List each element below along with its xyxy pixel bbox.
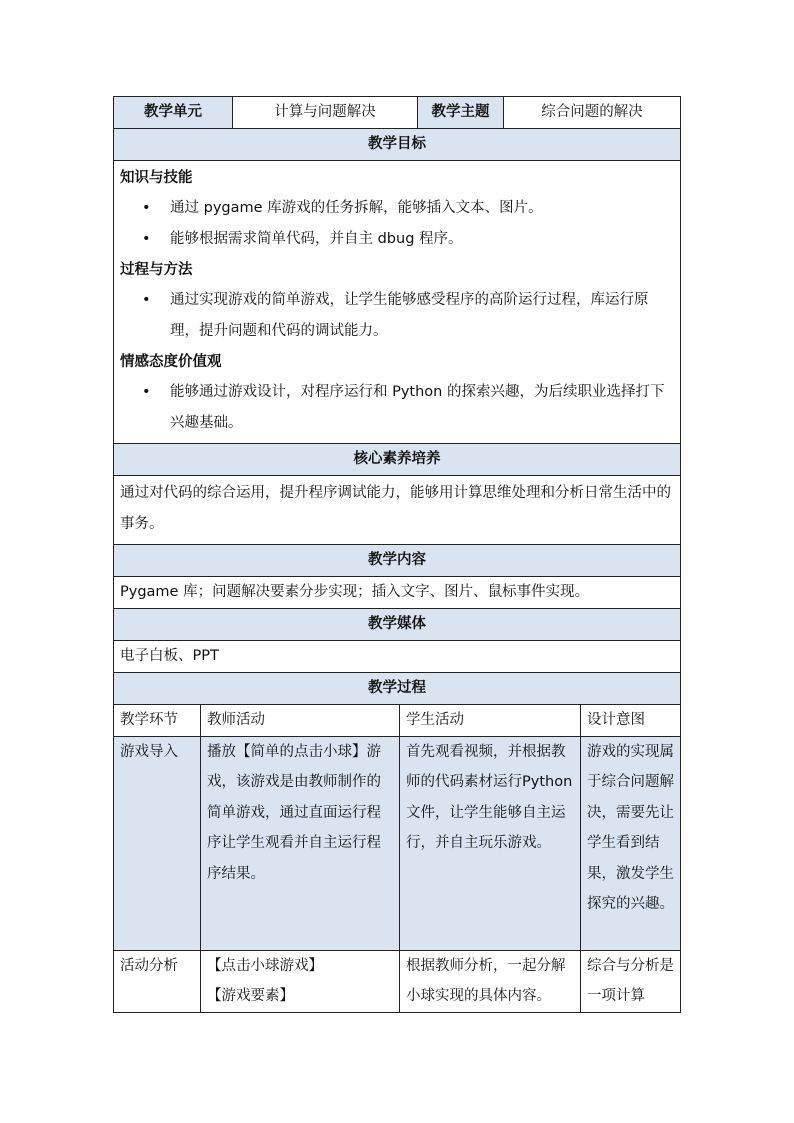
literacy-title-row <box>114 444 681 476</box>
media-body-row <box>114 641 681 673</box>
attitude-list <box>120 377 674 439</box>
topic-label: 教学主题 <box>418 97 504 129</box>
lesson-plan-table <box>113 96 681 1013</box>
list-item: • 通过实现游戏的简单游戏，让学生能够感受程序的高阶运行过程，库运行原理，提升问题和代码的调试能力。 <box>120 285 674 347</box>
objectives-title: 教学目标 <box>114 129 681 161</box>
header-row <box>114 97 681 129</box>
process-heading: 过程与方法 <box>120 262 193 278</box>
media-text: 电子白板、PPT <box>114 641 681 673</box>
process-title: 教学过程 <box>114 673 681 705</box>
process-title-row <box>114 673 681 705</box>
attitude-heading: 情感态度价值观 <box>120 354 222 370</box>
student-cell: 首先观看视频，并根据教师的代码素材运行Python文件，让学生能够自主运行，并自主玩乐游戏。 <box>400 736 581 950</box>
knowledge-list <box>120 193 674 255</box>
process-list <box>120 285 674 347</box>
column-header-teacher: 教师活动 <box>201 705 400 737</box>
lesson-plan-page <box>113 96 680 1013</box>
knowledge-heading: 知识与技能 <box>120 170 193 186</box>
unit-label: 教学单元 <box>114 97 233 129</box>
content-body-row <box>114 577 681 609</box>
table-row <box>114 736 681 950</box>
content-text: Pygame 库；问题解决要素分步实现；插入文字、图片、鼠标事件实现。 <box>114 577 681 609</box>
media-title: 教学媒体 <box>114 609 681 641</box>
unit-value: 计算与问题解决 <box>233 97 418 129</box>
column-header-student: 学生活动 <box>400 705 581 737</box>
objectives-title-row <box>114 129 681 161</box>
list-item: • 能够根据需求简单代码，并自主 dbug 程序。 <box>120 224 674 255</box>
content-title: 教学内容 <box>114 545 681 577</box>
teacher-cell <box>201 950 400 1012</box>
stage-cell: 游戏导入 <box>114 736 201 950</box>
literacy-text: 通过对代码的综合运用，提升程序调试能力，能够用计算思维处理和分析日常生活中的事务。 <box>114 476 681 545</box>
content-title-row <box>114 545 681 577</box>
stage-cell: 活动分析 <box>114 950 201 1012</box>
intent-cell: 游戏的实现属于综合问题解决，需要先让学生看到结果，激发学生探究的兴趣。 <box>581 736 681 950</box>
teacher-line: 【游戏要素】 <box>207 988 294 1004</box>
teacher-line: 【点击小球游戏】 <box>207 957 323 974</box>
intent-cell: 综合与分析是一项计算 <box>581 950 681 1012</box>
literacy-body-row <box>114 476 681 545</box>
teacher-cell: 播放【简单的点击小球】游戏，该游戏是由教师制作的简单游戏，通过直面运行程序让学生观看并自主运行程序结果。 <box>201 736 400 950</box>
objectives-body <box>114 161 681 444</box>
process-header-row <box>114 705 681 737</box>
column-header-stage: 教学环节 <box>114 705 201 737</box>
list-item: • 能够通过游戏设计，对程序运行和 Python 的探索兴趣，为后续职业选择打下兴趣基础。 <box>120 377 674 439</box>
media-title-row <box>114 609 681 641</box>
column-header-intent: 设计意图 <box>581 705 681 737</box>
objectives-body-row <box>114 161 681 444</box>
topic-value: 综合问题的解决 <box>504 97 681 129</box>
table-row <box>114 950 681 1012</box>
student-cell: 根据教师分析，一起分解小球实现的具体内容。 <box>400 950 581 1012</box>
list-item: • 通过 pygame 库游戏的任务拆解，能够插入文本、图片。 <box>120 193 674 224</box>
literacy-title: 核心素养培养 <box>114 444 681 476</box>
